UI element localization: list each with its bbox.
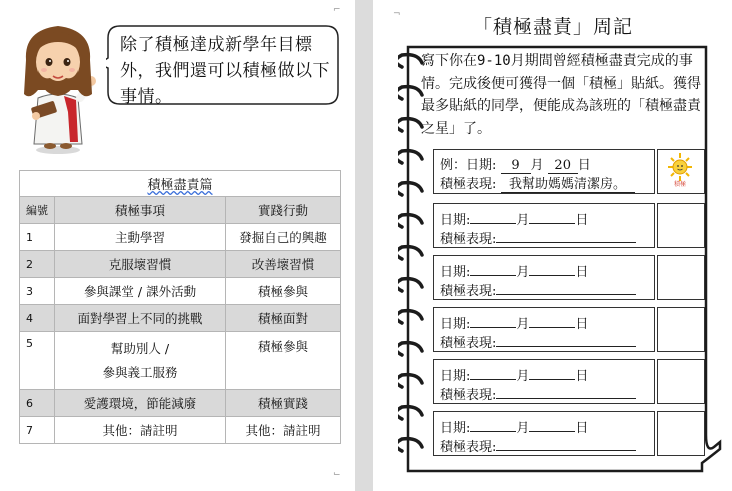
entry-row-4[interactable]: 日期: 月 日 積極表現: — [433, 359, 655, 404]
corner-mark: ⌐ — [333, 5, 341, 15]
entry-row-5[interactable]: 日期: 月 日 積極表現: — [433, 411, 655, 456]
sticker-label: 積極 — [673, 181, 687, 187]
sticker-slot — [657, 359, 705, 404]
row-num: 4 — [20, 305, 55, 332]
row-num: 6 — [20, 390, 55, 417]
row-action: 積極面對 — [226, 305, 341, 332]
header-item: 積極事項 — [55, 197, 226, 224]
row-item: 愛護環境，節能減廢 — [55, 390, 226, 417]
entry-row-2[interactable]: 日期: 月 日 積極表現: — [433, 255, 655, 300]
table-row — [20, 224, 341, 251]
page-title: 「積極盡責」周記 — [472, 16, 633, 38]
sticker-slot — [657, 255, 705, 300]
table-row — [20, 417, 341, 444]
speech-bubble — [106, 24, 340, 106]
row-num: 3 — [20, 278, 55, 305]
sticker-slot — [657, 203, 705, 248]
row-item: 其他：請註明 — [55, 417, 226, 444]
example-perf-line: 積極表現: 我幫助媽媽清潔房。 — [440, 173, 635, 193]
corner-mark: ¬ — [393, 9, 401, 19]
example-entry — [433, 149, 655, 194]
entry-row-1[interactable]: 日期: 月 日 積極表現: — [433, 203, 655, 248]
speech-text: 除了積極達成新學年目標外，我們還可以積極做以下事情。 — [120, 35, 330, 107]
row-action: 積極參與 — [226, 278, 341, 305]
right-page — [373, 0, 732, 491]
header-num: 編號 — [20, 197, 55, 224]
table-row — [20, 278, 341, 305]
left-page — [0, 0, 355, 491]
row-item: 克服壞習慣 — [55, 251, 226, 278]
corner-mark: ⌙ — [333, 469, 341, 479]
row-num: 2 — [20, 251, 55, 278]
row-item: 主動學習 — [55, 224, 226, 251]
table-row — [20, 390, 341, 417]
positive-actions-table — [19, 170, 341, 444]
row-item: 幫助別人 / 參與義工服務 — [55, 332, 226, 390]
row-action: 發掘自己的興趣 — [226, 224, 341, 251]
sticker-slot — [657, 307, 705, 352]
row-num: 7 — [20, 417, 55, 444]
row-num: 1 — [20, 224, 55, 251]
table-title: 積極盡責篇 — [20, 171, 341, 197]
row-action: 改善壞習慣 — [226, 251, 341, 278]
table-row — [20, 251, 341, 278]
entry-row-3[interactable]: 日期: 月 日 積極表現: — [433, 307, 655, 352]
table-row — [20, 305, 341, 332]
table-header-row — [20, 197, 341, 224]
example-date-line: 例：日期: 9 月 20 日 — [440, 158, 591, 173]
page-gap — [355, 0, 373, 491]
row-action: 其他：請註明 — [226, 417, 341, 444]
row-item: 面對學習上不同的挑戰 — [55, 305, 226, 332]
instructions-text: 寫下你在9-10月期間曾經積極盡責完成的事情。完成後便可獲得一個「積極」貼紙。獲得最多貼紙的同學，便能成為該班的「積極盡責之星」了。 — [421, 53, 701, 137]
sun-sticker-icon — [663, 149, 697, 187]
header-action: 實踐行動 — [226, 197, 341, 224]
row-num: 5 — [20, 332, 55, 390]
table-row — [20, 332, 341, 390]
row-item: 參與課堂 / 課外活動 — [55, 278, 226, 305]
row-action: 積極參與 — [226, 332, 341, 390]
row-action: 積極實踐 — [226, 390, 341, 417]
sticker-slot — [657, 411, 705, 456]
jesus-avatar-illustration — [18, 20, 98, 158]
